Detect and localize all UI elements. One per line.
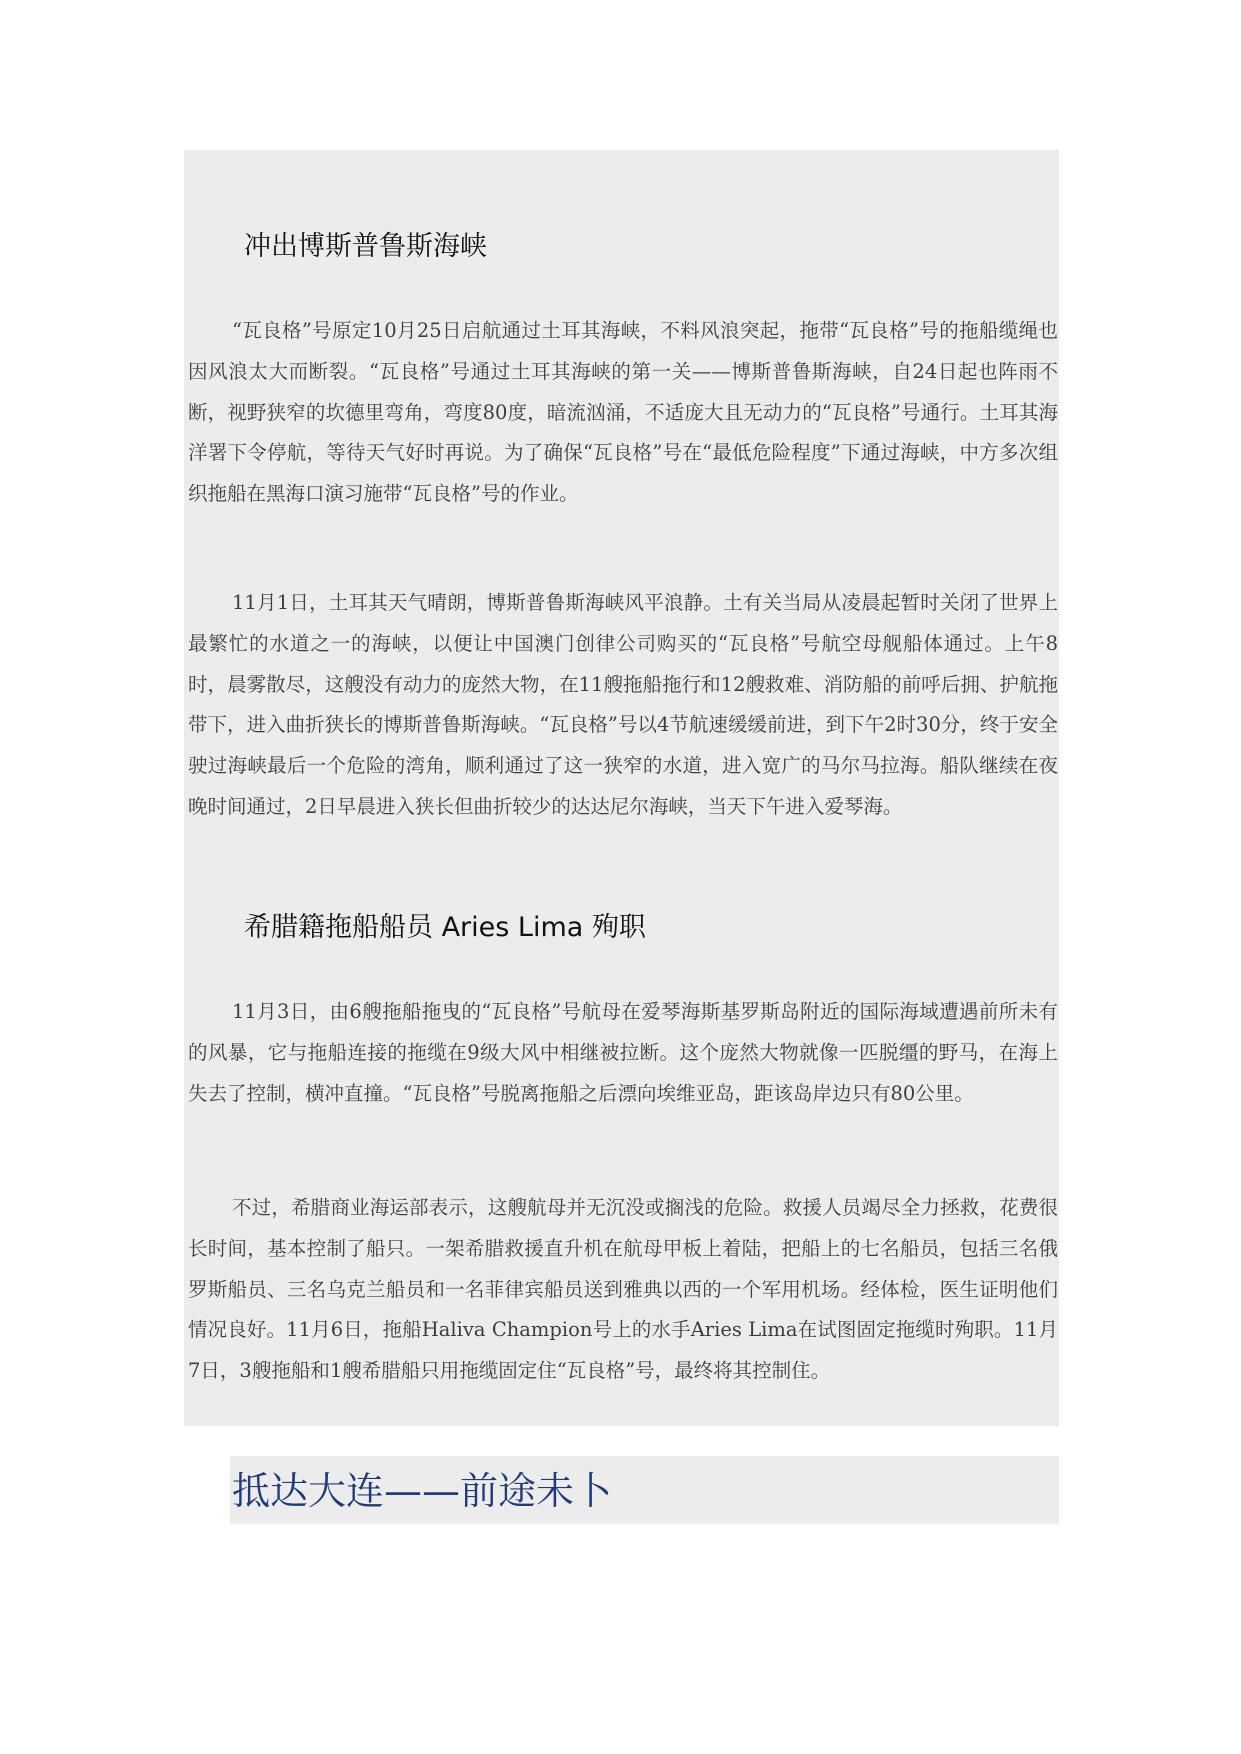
paragraph-bosporus-1: “瓦良格”号原定10月25日启航通过土耳其海峡，不料风浪突起，拖带“瓦良格”号的拖船缆绳也因风浪太大而断裂。“瓦良格”号通过土耳其海峡的第一关——博斯普鲁斯海峡，自24日起也阵雨不断，视野狭窄的坎德里弯角，弯度80度，暗流汹涌，不适庞大且无动力的“瓦良格”号通行。土耳其海洋署下令停航，等待天气好时再说。为了确保“瓦良格”号在“最低危险程度”下通过海峡，中方多次组织拖船在黑海口演习施带“瓦良格”号的作业。 xyxy=(188,319,1058,506)
paragraph-aries-lima-1: 11月3日，由6艘拖船拖曳的“瓦良格”号航母在爱琴海斯基罗斯岛附近的国际海域遭遇前所未有的风暴，它与拖船连接的拖缆在9级大风中相继被拉断。这个庞然大物就像一匹脱缰的野马，在海上失去了控制，横冲直撞。“瓦良格”号脱离拖船之后漂向埃维亚岛，距该岛岸边只有80公里。 xyxy=(188,1000,1058,1105)
paragraph-aries-lima-2: 不过，希腊商业海运部表示，这艘航母并无沉没或搁浅的危险。救援人员竭尽全力拯救，花费很长时间，基本控制了船只。一架希腊救援直升机在航母甲板上着陆，把船上的七名船员，包括三名俄罗斯船员、三名乌克兰船员和一名菲律宾船员送到雅典以西的一个军用机场。经体检，医生证明他们情况良好。11月6日，拖船Haliva Champion号上的水手Aries Lima在试图固定拖缆时殉职。11月7日，3艘拖船和1艘希腊船只用拖缆固定住“瓦良格”号，最终将其控制住。 xyxy=(188,1196,1058,1383)
section-heading-aries-lima: 希腊籍拖船船员 Aries Lima 殉职 xyxy=(244,912,646,943)
chapter-heading-dalian: 抵达大连——前途未卜 xyxy=(232,1469,613,1513)
paragraph-bosporus-2: 11月1日，土耳其天气晴朗，博斯普鲁斯海峡风平浪静。土有关当局从凌晨起暂时关闭了世界上最繁忙的水道之一的海峡，以便让中国澳门创律公司购买的“瓦良格”号航空母舰船体通过。上午8时，晨雾散尽，这艘没有动力的庞然大物，在11艘拖船拖行和12艘救难、消防船的前呼后拥、护航拖带下，进入曲折狭长的博斯普鲁斯海峡。“瓦良格”号以4节航速缓缓前进，到下午2时30分，终于安全驶过海峡最后一个危险的湾角，顺利通过了这一狭窄的水道，进入宽广的马尔马拉海。船队继续在夜晚时间通过，2日早晨进入狭长但曲折较少的达达尼尔海峡，当天下午进入爱琴海。 xyxy=(188,591,1058,818)
section-heading-bosporus: 冲出博斯普鲁斯海峡 xyxy=(244,231,487,262)
